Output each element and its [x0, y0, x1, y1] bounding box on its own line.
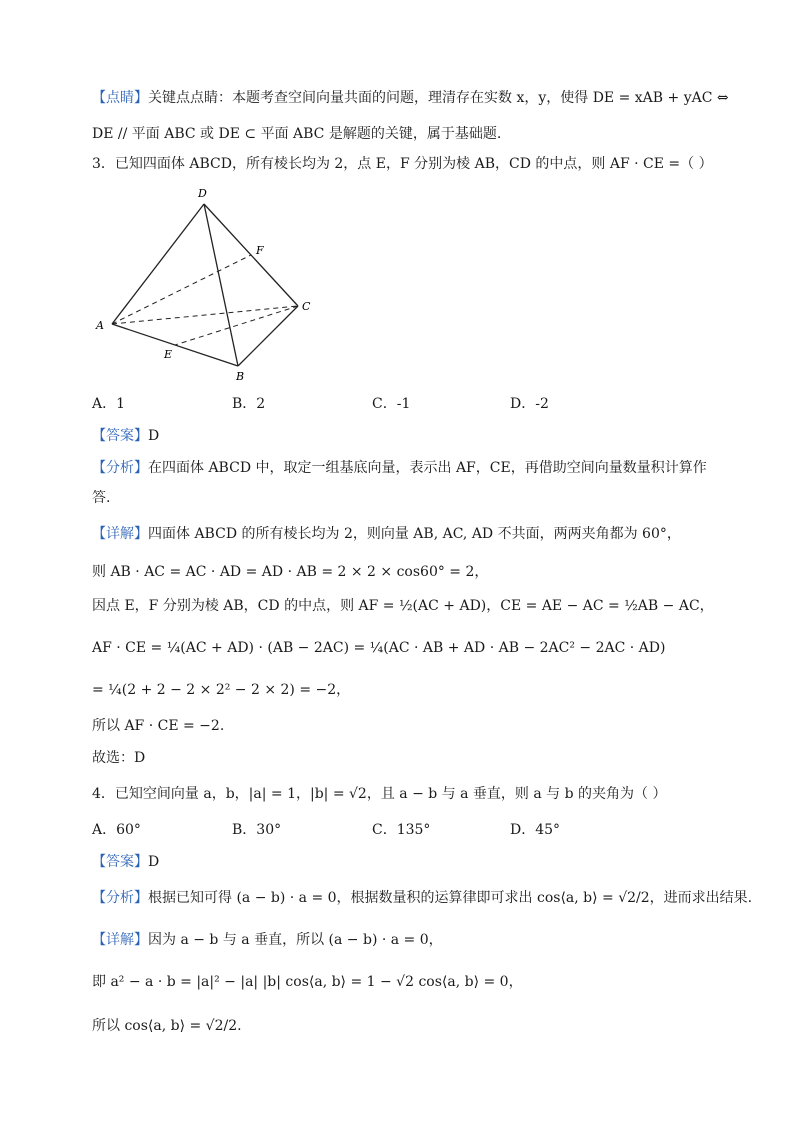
label-e: E [164, 348, 173, 361]
q4-detail-line-1 [92, 930, 443, 950]
q3-detail-line-5: = ¼(2 + 2 − 2 × 2² − 2 × 2) = −2， [92, 682, 351, 698]
note-text-1: 关键点点睛：本题考查空间向量共面的问题，理清存在实数 x，y，使得 DE = xAB + yAC ⇔ [148, 90, 729, 106]
q4-option-b: B．30° [232, 822, 282, 838]
edge-db [204, 204, 238, 366]
q3-analysis-line-1 [92, 458, 707, 478]
q4-option-d: D．45° [510, 822, 561, 838]
q4-answer-tag: 【答案】 [92, 854, 148, 870]
note-line-1 [92, 88, 729, 108]
q4-detail-line-3: 所以 cos⟨a, b⟩ = √2/2. [92, 1018, 242, 1034]
label-f: F [256, 244, 264, 257]
q3-option-c: C．-1 [372, 396, 411, 412]
q4-detail-line-2: 即 a² − a · b = |a|² − |a| |b| cos⟨a, b⟩ = 1 − √2 cos⟨a, b⟩ = 0， [92, 974, 523, 990]
note-tag: 【点睛】 [92, 90, 148, 106]
q4-detail-tag: 【详解】 [92, 932, 148, 948]
q4-option-c: C．135° [372, 822, 431, 838]
q3-detail-line-4: AF · CE = ¼(AC + AD) · (AB − 2AC) = ¼(AC · AB + AD · AB − 2AC² − 2AC · AD) [92, 640, 666, 656]
q4-analysis-tag: 【分析】 [92, 890, 148, 906]
q3-option-d: D．-2 [510, 396, 549, 412]
q3-answer-tag: 【答案】 [92, 428, 148, 444]
q3-analysis-text: 在四面体 ABCD 中，取定一组基底向量，表示出 AF，CE，再借助空间向量数量积计算作 [148, 460, 707, 476]
segment-af-dashed [112, 255, 251, 324]
q3-detail-line-3: 因点 E，F 分别为棱 AB，CD 的中点，则 AF = ½(AC + AD)，CE = AE − AC = ½AB − AC， [92, 598, 714, 614]
q3-detail-text-1: 四面体 ABCD 的所有棱长均为 2，则向量 AB, AC, AD 不共面，两两夹角都为 60°， [148, 526, 681, 542]
q4-answer [92, 852, 159, 872]
segment-ce-dashed [175, 306, 298, 345]
edge-da [112, 204, 204, 324]
label-c: C [302, 300, 311, 313]
note-line-2: DE // 平面 ABC 或 DE ⊂ 平面 ABC 是解题的关键，属于基础题. [92, 126, 502, 142]
q3-option-a: A．1 [92, 396, 126, 412]
q4-analysis-line-1 [92, 888, 752, 908]
q3-detail-tag: 【详解】 [92, 526, 148, 542]
q4-detail-text-1: 因为 a − b 与 a 垂直，所以 (a − b) · a = 0， [148, 932, 443, 948]
q4-option-a: A．60° [92, 822, 141, 838]
q3-analysis-line-2: 答. [92, 490, 111, 506]
q3-answer [92, 426, 159, 446]
q4-analysis-text: 根据已知可得 (a − b) · a = 0，根据数量积的运算律即可求出 cos⟨a, b⟩ = √2/2，进而求出结果. [148, 890, 753, 906]
q3-analysis-tag: 【分析】 [92, 460, 148, 476]
tetrahedron-figure [90, 184, 330, 384]
label-a: A [96, 319, 104, 332]
q3-stem: 3．已知四面体 ABCD，所有棱长均为 2，点 E，F 分别为棱 AB，CD 的中点，则 AF · CE =（ ） [92, 156, 713, 172]
label-d: D [198, 187, 207, 200]
q4-answer-value: D [148, 854, 160, 870]
q3-detail-line-6: 所以 AF · CE = −2. [92, 718, 225, 734]
label-b: B [236, 370, 245, 383]
q3-answer-value: D [148, 428, 160, 444]
q3-option-b: B．2 [232, 396, 266, 412]
q3-detail-line-2: 则 AB · AC = AC · AD = AD · AB = 2 × 2 × cos60° = 2， [92, 564, 489, 580]
q4-stem: 4．已知空间向量 a，b，|a| = 1，|b| = √2，且 a − b 与 a 垂直，则 a 与 b 的夹角为（ ） [92, 786, 667, 802]
q3-conclusion: 故选：D [92, 750, 146, 766]
q3-detail-line-1 [92, 524, 681, 544]
